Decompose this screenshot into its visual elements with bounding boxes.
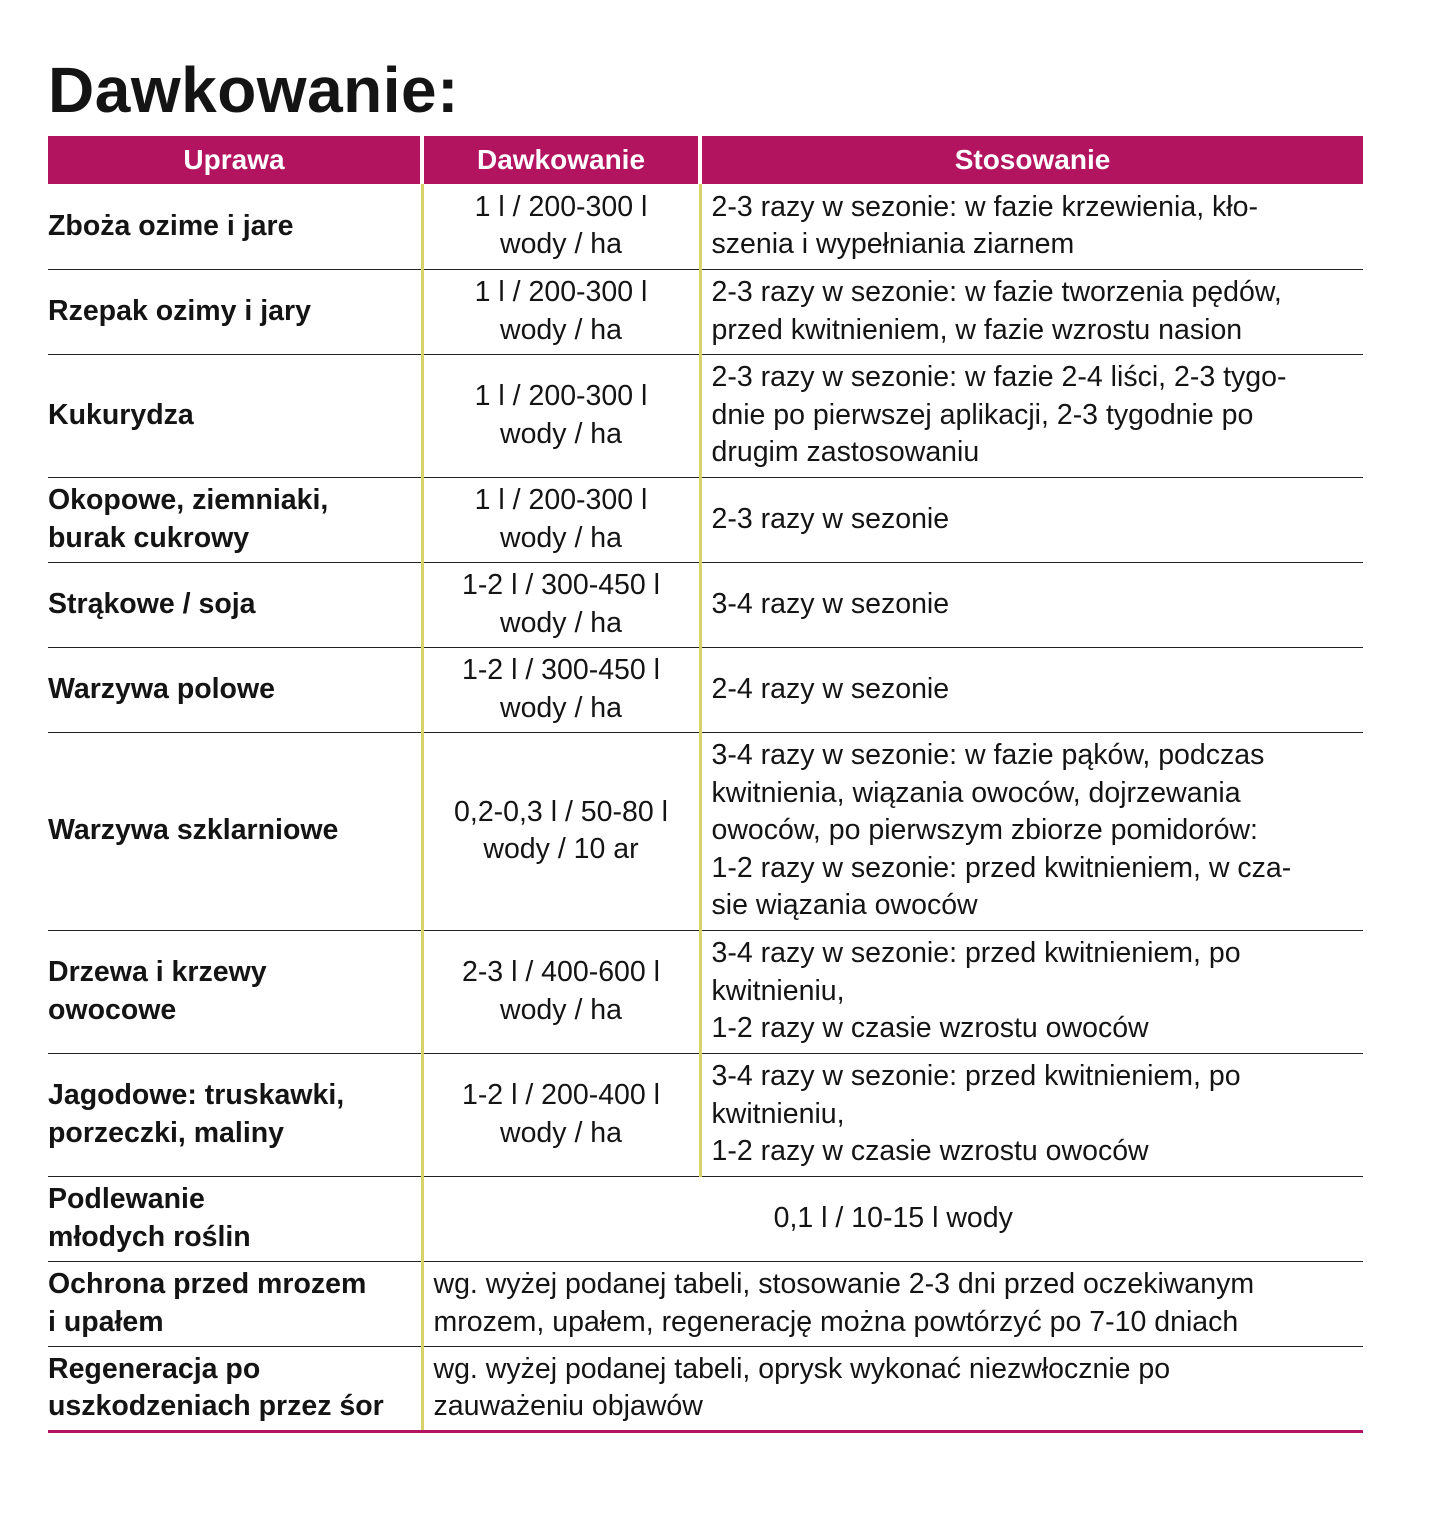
text-line: uszkodzeniach przez śor — [48, 1390, 384, 1422]
text-line: wody / 10 ar — [483, 833, 639, 865]
dosage-cell — [422, 647, 700, 732]
text-line: 3-4 razy w sezonie: w fazie pąków, podczas — [711, 739, 1265, 772]
text-line: sie wiązania owoców — [711, 889, 978, 922]
crop-cell — [48, 732, 422, 930]
text-line: wody / ha — [500, 691, 622, 724]
text-line: 3-4 razy w sezonie — [711, 587, 950, 620]
text-line: zauważeniu objawów — [433, 1390, 703, 1422]
text-line: kwitnieniu, — [711, 1097, 845, 1130]
table-row — [48, 930, 1363, 1053]
dosage-cell — [422, 562, 700, 647]
text-line: kwitnieniu, — [711, 974, 845, 1007]
dosage-table — [48, 136, 1363, 1433]
text-line: 1-2 razy w sezonie: przed kwitnieniem, w cza- — [711, 851, 1292, 884]
text-line: Okopowe, ziemniaki, — [48, 484, 329, 516]
table-row — [48, 732, 1363, 930]
text-line: 1-2 razy w czasie wzrostu owoców — [711, 1135, 1149, 1168]
application-cell — [700, 647, 1363, 732]
text-line: Warzywa polowe — [48, 672, 275, 705]
text-line: 1-2 l / 300-450 l — [461, 569, 661, 601]
application-cell — [700, 354, 1363, 477]
text-line: wg. wyżej podanej tabeli, stosowanie 2-3 dni przed oczekiwanym — [433, 1268, 1255, 1300]
table-row — [48, 562, 1363, 647]
column-header-application: Stosowanie — [700, 136, 1363, 184]
table-row — [48, 269, 1363, 354]
text-line: przed kwitnieniem, w fazie wzrostu nasion — [711, 313, 1243, 346]
table-row — [48, 1346, 1363, 1431]
merged-instruction-cell — [422, 1346, 1363, 1431]
text-line: Strąkowe / soja — [48, 587, 256, 620]
dosage-cell — [422, 930, 700, 1053]
text-line: wody / ha — [500, 606, 622, 639]
text-line: 1-2 razy w czasie wzrostu owoców — [711, 1012, 1149, 1045]
crop-cell — [48, 269, 422, 354]
crop-cell — [48, 354, 422, 477]
text-line: 2-4 razy w sezonie — [711, 672, 950, 705]
text-line: owocowe — [48, 993, 177, 1026]
text-line: 1 l / 200-300 l — [474, 380, 648, 412]
table-row — [48, 1053, 1363, 1176]
text-line: owoców, po pierwszym zbiorze pomidorów: — [711, 814, 1258, 847]
text-line: Jagodowe: truskawki, — [48, 1079, 345, 1111]
text-line: burak cukrowy — [48, 521, 250, 554]
text-line: wody / ha — [500, 521, 622, 554]
crop-cell — [48, 1261, 422, 1346]
text-line: 1-2 l / 200-400 l — [461, 1079, 661, 1111]
column-header-dosage: Dawkowanie — [422, 136, 700, 184]
dosage-cell — [422, 184, 700, 269]
text-line: 2-3 razy w sezonie: w fazie 2-4 liści, 2-3 tygo- — [711, 361, 1287, 394]
text-line: Rzepak ozimy i jary — [48, 294, 311, 327]
text-line: wody / ha — [500, 993, 622, 1026]
crop-cell — [48, 647, 422, 732]
text-line: porzeczki, maliny — [48, 1116, 285, 1149]
column-header-crop: Uprawa — [48, 136, 422, 184]
text-line: mrozem, upałem, regenerację można powtórzyć po 7-10 dniach — [433, 1305, 1239, 1338]
table-row — [48, 1176, 1363, 1261]
text-line: wody / ha — [500, 1116, 622, 1149]
dosage-cell — [422, 477, 700, 562]
crop-cell — [48, 1053, 422, 1176]
dosage-cell — [422, 354, 700, 477]
table-body — [48, 184, 1363, 1431]
text-line: 2-3 razy w sezonie: w fazie krzewienia, kło- — [711, 190, 1258, 223]
application-cell — [700, 562, 1363, 647]
text-line: Regeneracja po — [48, 1352, 261, 1385]
table-header-row — [48, 136, 1363, 184]
crop-cell — [48, 477, 422, 562]
text-line: 3-4 razy w sezonie: przed kwitnieniem, po — [711, 937, 1241, 970]
crop-cell — [48, 184, 422, 269]
text-line: 1 l / 200-300 l — [474, 190, 648, 223]
dosage-cell — [422, 269, 700, 354]
application-cell — [700, 732, 1363, 930]
text-line: Podlewanie — [48, 1183, 205, 1215]
text-line: wody / ha — [500, 228, 622, 261]
application-cell — [700, 1053, 1363, 1176]
text-line: wody / ha — [500, 417, 622, 450]
text-line: wg. wyżej podanej tabeli, oprysk wykonać niezwłocznie po — [433, 1352, 1171, 1385]
text-line: drugim zastosowaniu — [711, 436, 980, 469]
merged-instruction-cell — [422, 1176, 1363, 1261]
text-line: dnie po pierwszej aplikacji, 2-3 tygodnie po — [711, 398, 1254, 431]
table-row — [48, 1261, 1363, 1346]
text-line: i upałem — [48, 1305, 164, 1338]
page-title: Dawkowanie: — [48, 54, 459, 126]
table-row — [48, 354, 1363, 477]
dosage-cell — [422, 1053, 700, 1176]
text-line: 0,1 l / 10-15 l wody — [773, 1201, 1013, 1234]
text-line: szenia i wypełniania ziarnem — [711, 228, 1075, 261]
text-line: 2-3 razy w sezonie: w fazie tworzenia pędów, — [711, 276, 1282, 308]
crop-cell — [48, 930, 422, 1053]
text-line: 3-4 razy w sezonie: przed kwitnieniem, po — [711, 1060, 1241, 1093]
text-line: Ochrona przed mrozem — [48, 1268, 367, 1300]
text-line: 1-2 l / 300-450 l — [461, 654, 661, 686]
text-line: 2-3 l / 400-600 l — [461, 956, 661, 988]
dosage-cell — [422, 732, 700, 930]
crop-cell — [48, 562, 422, 647]
text-line: 0,2-0,3 l / 50-80 l — [454, 795, 668, 828]
text-line: Kukurydza — [48, 398, 194, 431]
text-line: Zboża ozime i jare — [48, 209, 294, 242]
text-line: Warzywa szklarniowe — [48, 814, 339, 847]
table-row — [48, 184, 1363, 269]
text-line: 2-3 razy w sezonie — [711, 502, 950, 535]
text-line: wody / ha — [500, 313, 622, 346]
application-cell — [700, 269, 1363, 354]
text-line: 1 l / 200-300 l — [474, 276, 648, 308]
merged-instruction-cell — [422, 1261, 1363, 1346]
text-line: młodych roślin — [48, 1220, 251, 1253]
text-line: Drzewa i krzewy — [48, 956, 267, 988]
text-line: kwitnienia, wiązania owoców, dojrzewania — [711, 776, 1241, 809]
crop-cell — [48, 1176, 422, 1261]
crop-cell — [48, 1346, 422, 1431]
application-cell — [700, 930, 1363, 1053]
application-cell — [700, 184, 1363, 269]
table-row — [48, 477, 1363, 562]
text-line: 1 l / 200-300 l — [474, 484, 648, 516]
table-row — [48, 647, 1363, 732]
application-cell — [700, 477, 1363, 562]
